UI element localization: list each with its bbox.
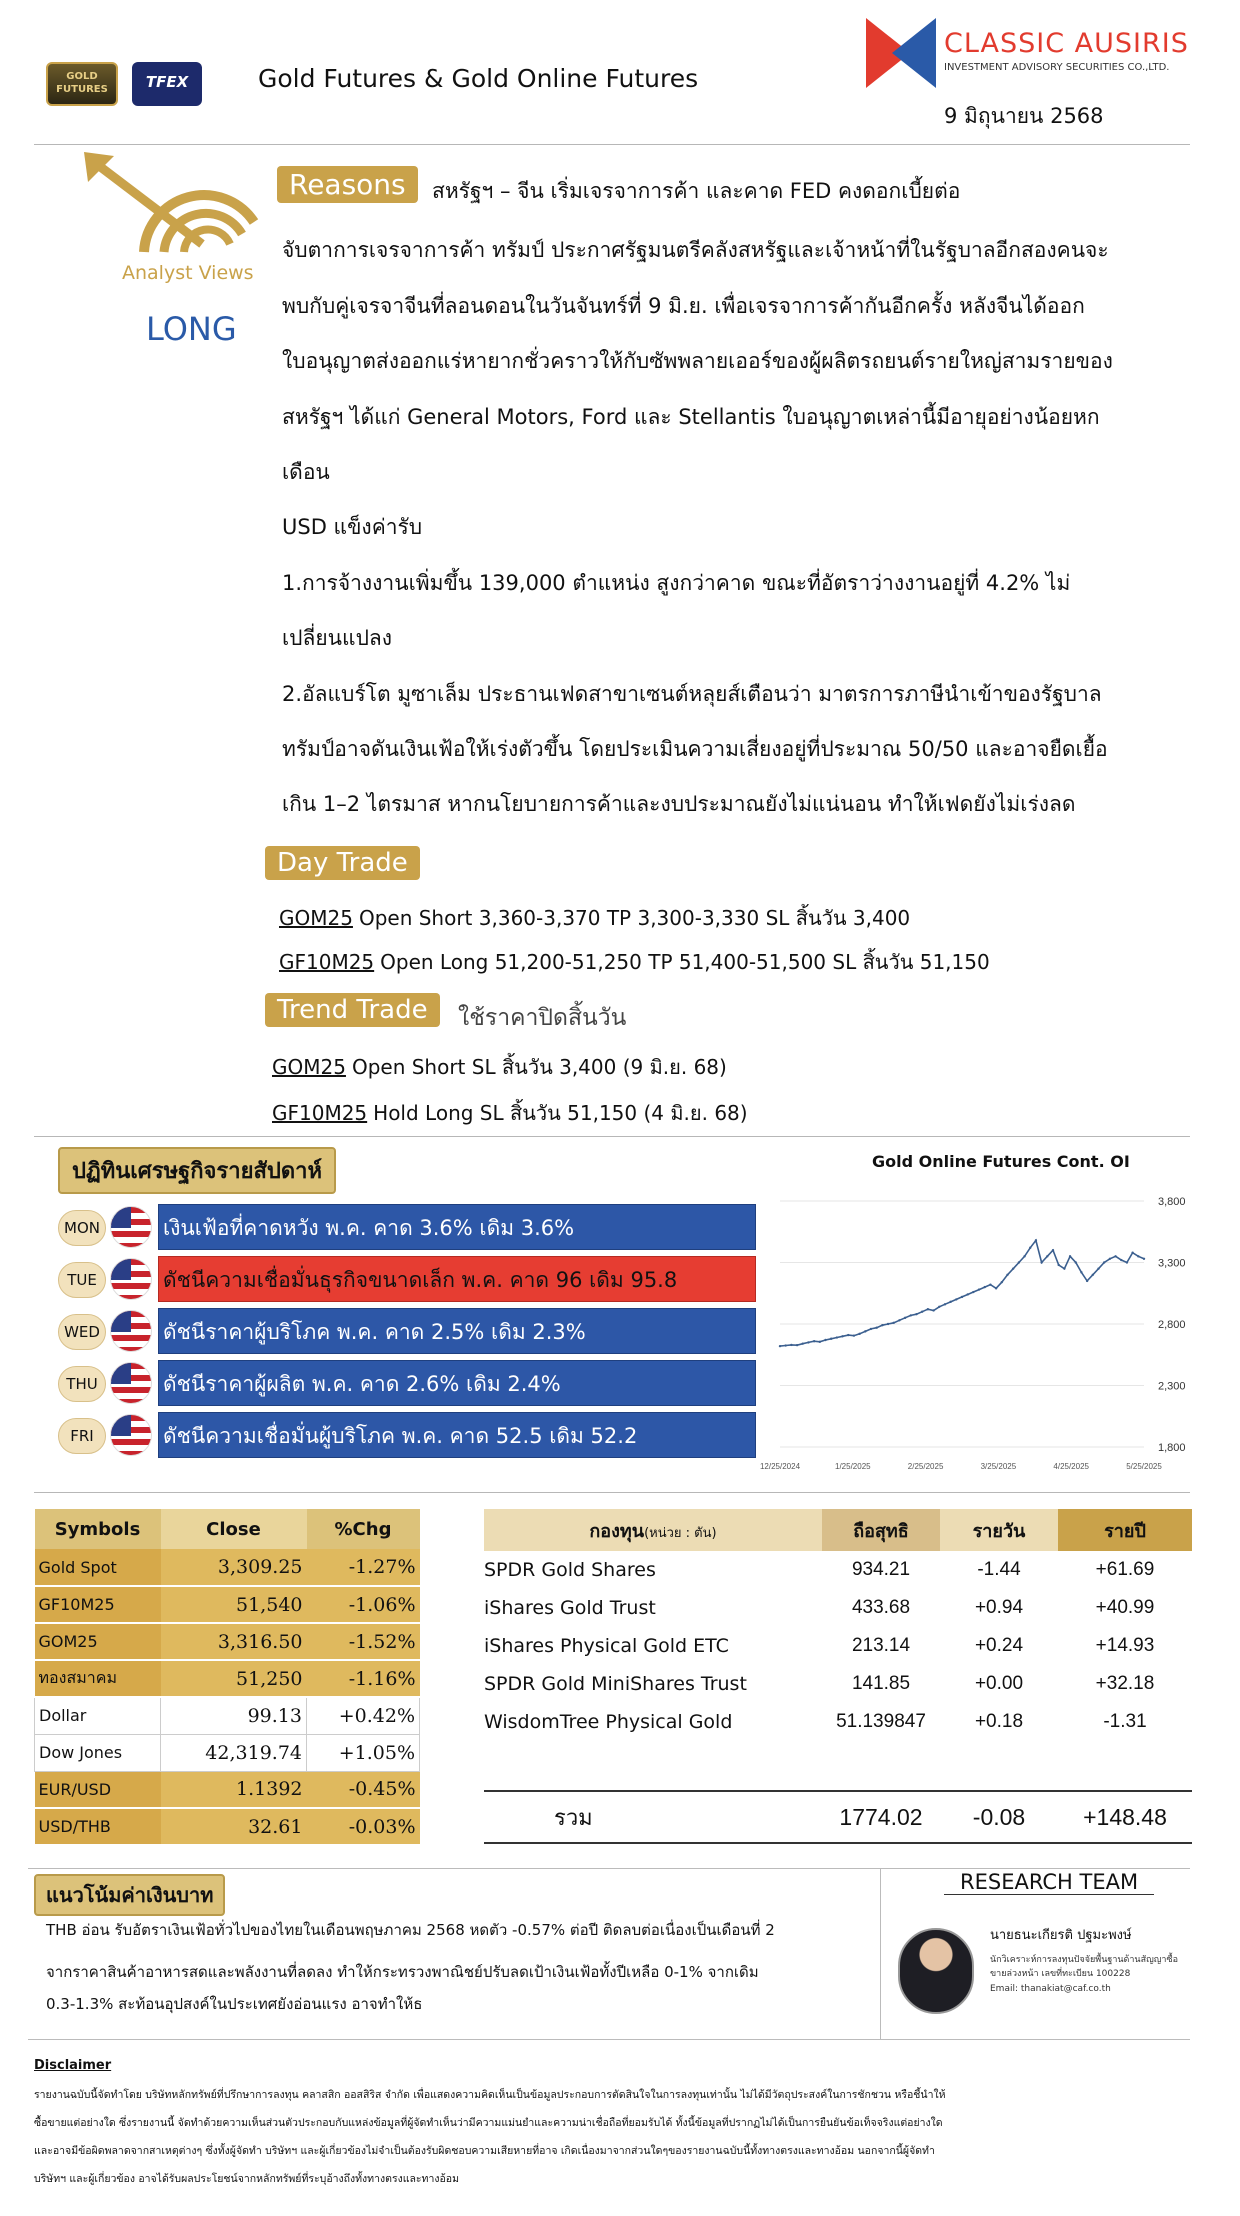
data-point <box>1023 1255 1025 1257</box>
data-point <box>989 1283 991 1285</box>
gold-etf-table <box>484 1509 1192 1844</box>
data-point <box>864 1330 866 1332</box>
table-row <box>484 1589 1192 1627</box>
daily-cell: +0.18 <box>974 1711 1024 1732</box>
divider <box>34 1136 1190 1137</box>
total-label: รวม <box>484 1791 822 1843</box>
data-point <box>887 1323 889 1325</box>
col-header: รายปี <box>1058 1509 1192 1551</box>
data-point <box>819 1341 821 1343</box>
disclaimer-line: ซื้อขายแต่อย่างใด ซึ่งรายงานนี้ จัดทำด้วยความเห็นส่วนตัวประกอบกับแหล่งข้อมูลที่ผู้จัดทำเห็นว่ามีความแม่นยำและความน่าเชื่อถือที่ยอมรับได้ ทั้งนี้ข้อมูลที่ปรากฏไม่ได้เป็นการยืนยันข้อเท็จจริงแต่อย่างใด <box>34 2117 943 2129</box>
reasons-line: เดือน <box>282 460 330 484</box>
y-tick-label: 2,300 <box>1158 1380 1186 1393</box>
us-flag-icon <box>110 1310 152 1352</box>
data-point <box>1075 1261 1077 1263</box>
y-tick-label: 3,300 <box>1158 1257 1186 1270</box>
y-tick-label: 1,800 <box>1158 1442 1186 1454</box>
data-point <box>847 1334 849 1336</box>
data-point <box>910 1314 912 1316</box>
data-point <box>790 1344 792 1346</box>
data-point <box>966 1293 968 1295</box>
baht-line: จากราคาสินค้าอาหารสดและพลังงานที่ลดลง ทำให้กระทรวงพาณิชย์ปรับลดเป้าเงินเฟ้อทั้งปีเหลือ 0-1% จากเดิม <box>46 1963 759 1981</box>
trade-text: Open Short 3,360-3,370 TP 3,300-3,330 SL สิ้นวัน 3,400 <box>358 906 911 930</box>
day-pill: FRI <box>58 1418 106 1454</box>
calendar-row <box>58 1204 758 1250</box>
analyst-view-value: LONG <box>146 310 237 348</box>
close-cell: 3,316.50 <box>161 1623 307 1660</box>
day-pill: THU <box>58 1366 106 1402</box>
reasons-line: ใบอนุญาตส่งออกแร่หายากชั่วคราวให้กับซัพพลายเออร์ของผู้ผลิตรถยนต์รายใหญ่สามรายของ <box>282 349 1113 373</box>
chg-cell: -1.52% <box>307 1623 420 1660</box>
yearly-cell: +40.99 <box>1095 1597 1155 1618</box>
calendar-event: ดัชนีราคาผู้ผลิต พ.ค. คาด 2.6% เดิม 2.4% <box>158 1360 756 1406</box>
table-row <box>484 1665 1192 1703</box>
chg-cell: -1.06% <box>307 1586 420 1623</box>
data-point <box>807 1341 809 1343</box>
data-point <box>1035 1239 1037 1241</box>
trade-text: Open Short SL สิ้นวัน 3,400 (9 มิ.ย. 68) <box>351 1055 727 1079</box>
symbol-cell: Dow Jones <box>35 1734 161 1771</box>
hold-cell: 433.68 <box>851 1597 911 1618</box>
data-point <box>961 1296 963 1298</box>
series-line <box>780 1240 1144 1346</box>
gold-futures-logo <box>46 62 118 106</box>
data-point <box>1063 1267 1065 1269</box>
trade-text: Hold Long SL สิ้นวัน 51,150 (4 มิ.ย. 68) <box>373 1101 748 1125</box>
data-point <box>932 1309 934 1311</box>
day-pill: MON <box>58 1210 106 1246</box>
col-header: Symbols <box>35 1509 161 1549</box>
table-row <box>35 1623 420 1660</box>
fund-header: กองทุน <box>589 1520 645 1542</box>
yearly-cell: +14.93 <box>1095 1635 1155 1656</box>
data-point <box>1143 1258 1145 1260</box>
trade-text: Open Long 51,200-51,250 TP 51,400-51,500 SL สิ้นวัน 51,150 <box>380 950 990 974</box>
data-point <box>978 1288 980 1290</box>
oi-line-chart <box>760 1185 1200 1485</box>
data-point <box>1012 1267 1014 1269</box>
daily-cell: +0.94 <box>974 1597 1024 1618</box>
symbols-table <box>34 1509 420 1846</box>
chg-cell: -1.16% <box>307 1660 420 1697</box>
data-point <box>893 1322 895 1324</box>
brand-logo-icon <box>866 18 936 88</box>
chg-cell: -1.27% <box>307 1549 420 1586</box>
analyst-detail: นักวิเคราะห์การลงทุนปัจจัยพื้นฐานด้านสัญญาซื้อ <box>990 1955 1178 1965</box>
hold-cell: 934.21 <box>851 1559 911 1580</box>
day-pill: WED <box>58 1314 106 1350</box>
data-point <box>858 1333 860 1335</box>
trend-trade-row <box>272 1051 727 1083</box>
symbol-cell: ทองสมาคม <box>35 1660 161 1697</box>
data-point <box>1120 1259 1122 1261</box>
data-point <box>898 1319 900 1321</box>
total-daily: -0.08 <box>940 1791 1058 1843</box>
x-tick-label: 4/25/2025 <box>1053 1462 1089 1471</box>
data-point <box>944 1303 946 1305</box>
research-team-title: RESEARCH TEAM <box>944 1870 1154 1895</box>
table-row <box>484 1551 1192 1589</box>
data-point <box>784 1344 786 1346</box>
calendar-title: ปฏิทินเศรษฐกิจรายสัปดาห์ <box>58 1147 336 1194</box>
day-trade-tag: Day Trade <box>265 846 420 880</box>
hold-cell: 51.139847 <box>836 1711 926 1732</box>
divider <box>34 1492 1190 1493</box>
day-trade-row <box>279 902 910 934</box>
fund-name: iShares Gold Trust <box>484 1597 656 1619</box>
data-point <box>1131 1251 1133 1253</box>
chg-cell: -0.45% <box>307 1771 420 1808</box>
data-point <box>802 1342 804 1344</box>
symbol-cell: Gold Spot <box>35 1549 161 1586</box>
y-tick-label: 3,800 <box>1158 1196 1186 1208</box>
data-point <box>1080 1271 1082 1273</box>
table-row <box>35 1586 420 1623</box>
calendar-row <box>58 1256 758 1302</box>
x-tick-label: 2/25/2025 <box>907 1462 944 1471</box>
daily-cell: +0.00 <box>974 1673 1024 1694</box>
gold-futures-logo-text: GOLD FUTURES <box>56 71 108 95</box>
table-row <box>35 1771 420 1808</box>
tfex-logo <box>132 62 202 106</box>
data-point <box>836 1336 838 1338</box>
table-row <box>484 1703 1192 1741</box>
close-cell: 32.61 <box>161 1808 307 1845</box>
data-point <box>949 1301 951 1303</box>
analyst-views-label: Analyst Views <box>122 262 254 284</box>
col-header <box>484 1509 822 1551</box>
x-tick-label: 3/25/2025 <box>980 1462 1017 1471</box>
data-point <box>1092 1274 1094 1276</box>
baht-line: 0.3-1.3% สะท้อนอุปสงค์ในประเทศยังอ่อนแรง อาจทำให้ธ <box>46 1995 423 2013</box>
chg-cell: -0.03% <box>307 1808 420 1845</box>
chg-cell: +0.42% <box>307 1697 420 1734</box>
data-point <box>927 1308 929 1310</box>
col-header: รายวัน <box>940 1509 1058 1551</box>
yearly-cell: -1.31 <box>1103 1711 1147 1732</box>
reasons-line: 2.อัลแบร์โต มูซาเล็ม ประธานเฟดสาขาเซนต์หลุยส์เตือนว่า มาตรการภาษีนำเข้าของรัฐบาล <box>282 682 1102 706</box>
day-pill: TUE <box>58 1262 106 1298</box>
data-point <box>984 1286 986 1288</box>
trend-trade-tag: Trend Trade <box>265 993 440 1027</box>
trade-symbol: GF10M25 <box>279 950 375 974</box>
baht-line: THB อ่อน รับอัตราเงินเฟ้อทั่วไปของไทยในเดือนพฤษภาคม 2568 หดตัว -0.57% ต่อปี ติดลบต่อเนื่องเป็นเดือนที่ 2 <box>46 1921 775 1939</box>
data-point <box>870 1328 872 1330</box>
reasons-line: เกิน 1–2 ไตรมาส หากนโยบายการค้าและงบประมาณยังไม่แน่นอน ทำให้เฟดยังไม่เร่งลด <box>282 792 1076 816</box>
data-point <box>875 1326 877 1328</box>
reasons-headline: สหรัฐฯ – จีน เริ่มเจรจาการค้า และคาด FED คงดอกเบี้ยต่อ <box>432 179 961 203</box>
symbol-cell: GF10M25 <box>35 1586 161 1623</box>
analyst-detail: ขายล่วงหน้า เลขที่ทะเบียน 100228 <box>990 1969 1131 1979</box>
close-cell: 42,319.74 <box>161 1734 307 1771</box>
daily-cell: -1.44 <box>977 1559 1021 1580</box>
trend-trade-note: ใช้ราคาปิดสิ้นวัน <box>458 1005 627 1031</box>
data-point <box>1040 1261 1042 1263</box>
data-point <box>955 1298 957 1300</box>
disclaimer-line: รายงานฉบับนี้จัดทำโดย บริษัทหลักทรัพย์ที่ปรึกษาการลงทุน คลาสสิก ออสสิริส จำกัด เพื่อแสดงความคิดเห็นเป็นข้อมูลประกอบการตัดสินใจในการลงทุนเท่านั้น ไม่ได้มีวัตถุประสงค์ในการชักชวน หรือชี้นำให้ <box>34 2089 946 2101</box>
hold-cell: 213.14 <box>851 1635 911 1656</box>
analyst-target-icon <box>84 152 264 262</box>
table-row <box>35 1660 420 1697</box>
spacer-row <box>484 1741 1192 1791</box>
brand-subtitle: INVESTMENT ADVISORY SECURITIES CO.,LTD. <box>944 62 1170 73</box>
data-point <box>1029 1247 1031 1249</box>
us-flag-icon <box>110 1258 152 1300</box>
trade-symbol: GOM25 <box>279 906 353 930</box>
hold-cell: 141.85 <box>851 1673 911 1694</box>
close-cell: 51,250 <box>161 1660 307 1697</box>
unit-header: (หน่วย : ตัน) <box>644 1525 717 1541</box>
disclaimer-title: Disclaimer <box>34 2058 112 2073</box>
col-header: ถือสุทธิ <box>822 1509 940 1551</box>
close-cell: 51,540 <box>161 1586 307 1623</box>
data-point <box>824 1339 826 1341</box>
symbol-cell: USD/THB <box>35 1808 161 1845</box>
data-point <box>1052 1249 1054 1251</box>
fund-name: WisdomTree Physical Gold <box>484 1711 733 1733</box>
symbol-cell: Dollar <box>35 1697 161 1734</box>
reasons-line: เปลี่ยนแปลง <box>282 626 393 650</box>
trade-symbol: GF10M25 <box>272 1101 368 1125</box>
data-point <box>1046 1255 1048 1257</box>
yearly-cell: +61.69 <box>1095 1559 1155 1580</box>
data-point <box>1006 1274 1008 1276</box>
us-flag-icon <box>110 1206 152 1248</box>
trade-symbol: GOM25 <box>272 1055 346 1079</box>
trend-trade-row <box>272 1097 748 1129</box>
chg-cell: +1.05% <box>307 1734 420 1771</box>
baht-title: แนวโน้มค่าเงินบาท <box>34 1874 225 1916</box>
calendar-event: ดัชนีราคาผู้บริโภค พ.ค. คาด 2.5% เดิม 2.3% <box>158 1308 756 1354</box>
data-point <box>779 1345 781 1347</box>
total-yearly: +148.48 <box>1058 1791 1192 1843</box>
data-point <box>1086 1280 1088 1282</box>
col-header: Close <box>161 1509 307 1549</box>
total-row <box>484 1791 1192 1843</box>
chart-title: Gold Online Futures Cont. OI <box>872 1152 1130 1171</box>
total-hold: 1774.02 <box>822 1791 940 1843</box>
data-point <box>813 1340 815 1342</box>
reasons-line: ทรัมป์อาจดันเงินเฟ้อให้เร่งตัวขึ้น โดยประเมินความเสี่ยงอยู่ที่ประมาณ 50/50 และอาจยืดเยื้อ <box>282 737 1108 761</box>
calendar-event: ดัชนีความเชื่อมั่นผู้บริโภค พ.ค. คาด 52.5 เดิม 52.2 <box>158 1412 756 1458</box>
data-point <box>938 1306 940 1308</box>
data-point <box>1114 1255 1116 1257</box>
table-row <box>484 1627 1192 1665</box>
us-flag-icon <box>110 1414 152 1456</box>
symbol-cell: EUR/USD <box>35 1771 161 1808</box>
reasons-line: USD แข็งค่ารับ <box>282 515 423 539</box>
data-point <box>921 1311 923 1313</box>
data-point <box>881 1324 883 1326</box>
reasons-line: จับตาการเจรจาการค้า ทรัมป์ ประกาศรัฐมนตรีคลังสหรัฐและเจ้าหน้าที่ในรัฐบาลอีกสองคนจะ <box>282 238 1109 262</box>
data-point <box>1126 1261 1128 1263</box>
daily-cell: +0.24 <box>974 1635 1024 1656</box>
col-header: %Chg <box>307 1509 420 1549</box>
analyst-name: นายธนะเกียรติ ปฐมะพงษ์ <box>990 1928 1132 1943</box>
fund-name: SPDR Gold Shares <box>484 1559 656 1581</box>
reasons-tag: Reasons <box>277 166 418 203</box>
calendar-row <box>58 1412 758 1458</box>
yearly-cell: +32.18 <box>1095 1673 1155 1694</box>
data-point <box>796 1344 798 1346</box>
close-cell: 3,309.25 <box>161 1549 307 1586</box>
data-point <box>1069 1255 1071 1257</box>
reasons-line: 1.การจ้างงานเพิ่มขึ้น 139,000 ตำแหน่ง สูงกว่าคาด ขณะที่อัตราว่างงานอยู่ที่ 4.2% ไม่ <box>282 571 1071 595</box>
x-tick-label: 12/25/2024 <box>760 1462 801 1471</box>
data-point <box>904 1317 906 1319</box>
reasons-line: พบกับคู่เจรจาจีนที่ลอนดอนในวันจันทร์ที่ 9 มิ.ย. เพื่อเจรจาการค้ากันอีกครั้ง หลังจีนได้ออก <box>282 294 1085 318</box>
fund-name: iShares Physical Gold ETC <box>484 1635 729 1657</box>
data-point <box>830 1338 832 1340</box>
calendar-row <box>58 1308 758 1354</box>
brand-name: CLASSIC AUSIRIS <box>944 28 1189 59</box>
x-tick-label: 1/25/2025 <box>835 1462 871 1471</box>
reasons-line: สหรัฐฯ ได้แก่ General Motors, Ford และ Stellantis ใบอนุญาตเหล่านี้มีอายุอย่างน้อยหก <box>282 405 1100 429</box>
divider <box>34 144 1190 145</box>
data-point <box>1018 1261 1020 1263</box>
data-point <box>841 1335 843 1337</box>
calendar-row <box>58 1360 758 1406</box>
x-tick-label: 5/25/2025 <box>1126 1462 1162 1471</box>
calendar-event: ดัชนีความเชื่อมั่นธุรกิจขนาดเล็ก พ.ค. คาด 96 เดิม 95.8 <box>158 1256 756 1302</box>
data-point <box>853 1334 855 1336</box>
table-row <box>35 1697 420 1734</box>
data-point <box>1103 1261 1105 1263</box>
divider-vertical <box>880 1868 881 2040</box>
fund-name: SPDR Gold MiniShares Trust <box>484 1673 747 1695</box>
close-cell: 99.13 <box>161 1697 307 1734</box>
data-point <box>995 1287 997 1289</box>
us-flag-icon <box>110 1362 152 1404</box>
disclaimer-line: บริษัทฯ และผู้เกี่ยวข้อง อาจได้รับผลประโยชน์จากหลักทรัพย์ที่ระบุอ้างถึงทั้งทางตรงและทางอ้อม <box>34 2173 460 2185</box>
data-point <box>915 1313 917 1315</box>
data-point <box>1001 1281 1003 1283</box>
report-date: 9 มิถุนายน 2568 <box>944 104 1104 128</box>
symbol-cell: GOM25 <box>35 1623 161 1660</box>
y-tick-label: 2,800 <box>1158 1319 1186 1331</box>
calendar-event: เงินเฟ้อที่คาดหวัง พ.ค. คาด 3.6% เดิม 3.6% <box>158 1204 756 1250</box>
data-point <box>1109 1258 1111 1260</box>
page-title: Gold Futures & Gold Online Futures <box>258 64 699 93</box>
table-row <box>35 1734 420 1771</box>
day-trade-row <box>279 946 990 978</box>
analyst-avatar <box>898 1928 974 2014</box>
table-row <box>35 1808 420 1845</box>
disclaimer-line: และอาจมีข้อผิดพลาดจากสาเหตุต่างๆ ซึ่งทั้งผู้จัดทำ บริษัทฯ และผู้เกี่ยวข้องไม่จำเป็นต้องรับผิดชอบความเสียหายที่อาจ เกิดเนื่องมาจากส่วนใดๆของรายงานฉบับนี้ทั้งทางตรงและทางอ้อม นอกจากนี้ผู้จัดทำ <box>34 2145 935 2157</box>
analyst-email: Email: thanakiat@caf.co.th <box>990 1984 1111 1994</box>
data-point <box>972 1291 974 1293</box>
table-row <box>35 1549 420 1586</box>
tfex-logo-text: TFEX <box>145 73 189 91</box>
data-point <box>1097 1267 1099 1269</box>
data-point <box>1137 1255 1139 1257</box>
close-cell: 1.1392 <box>161 1771 307 1808</box>
data-point <box>1057 1264 1059 1266</box>
